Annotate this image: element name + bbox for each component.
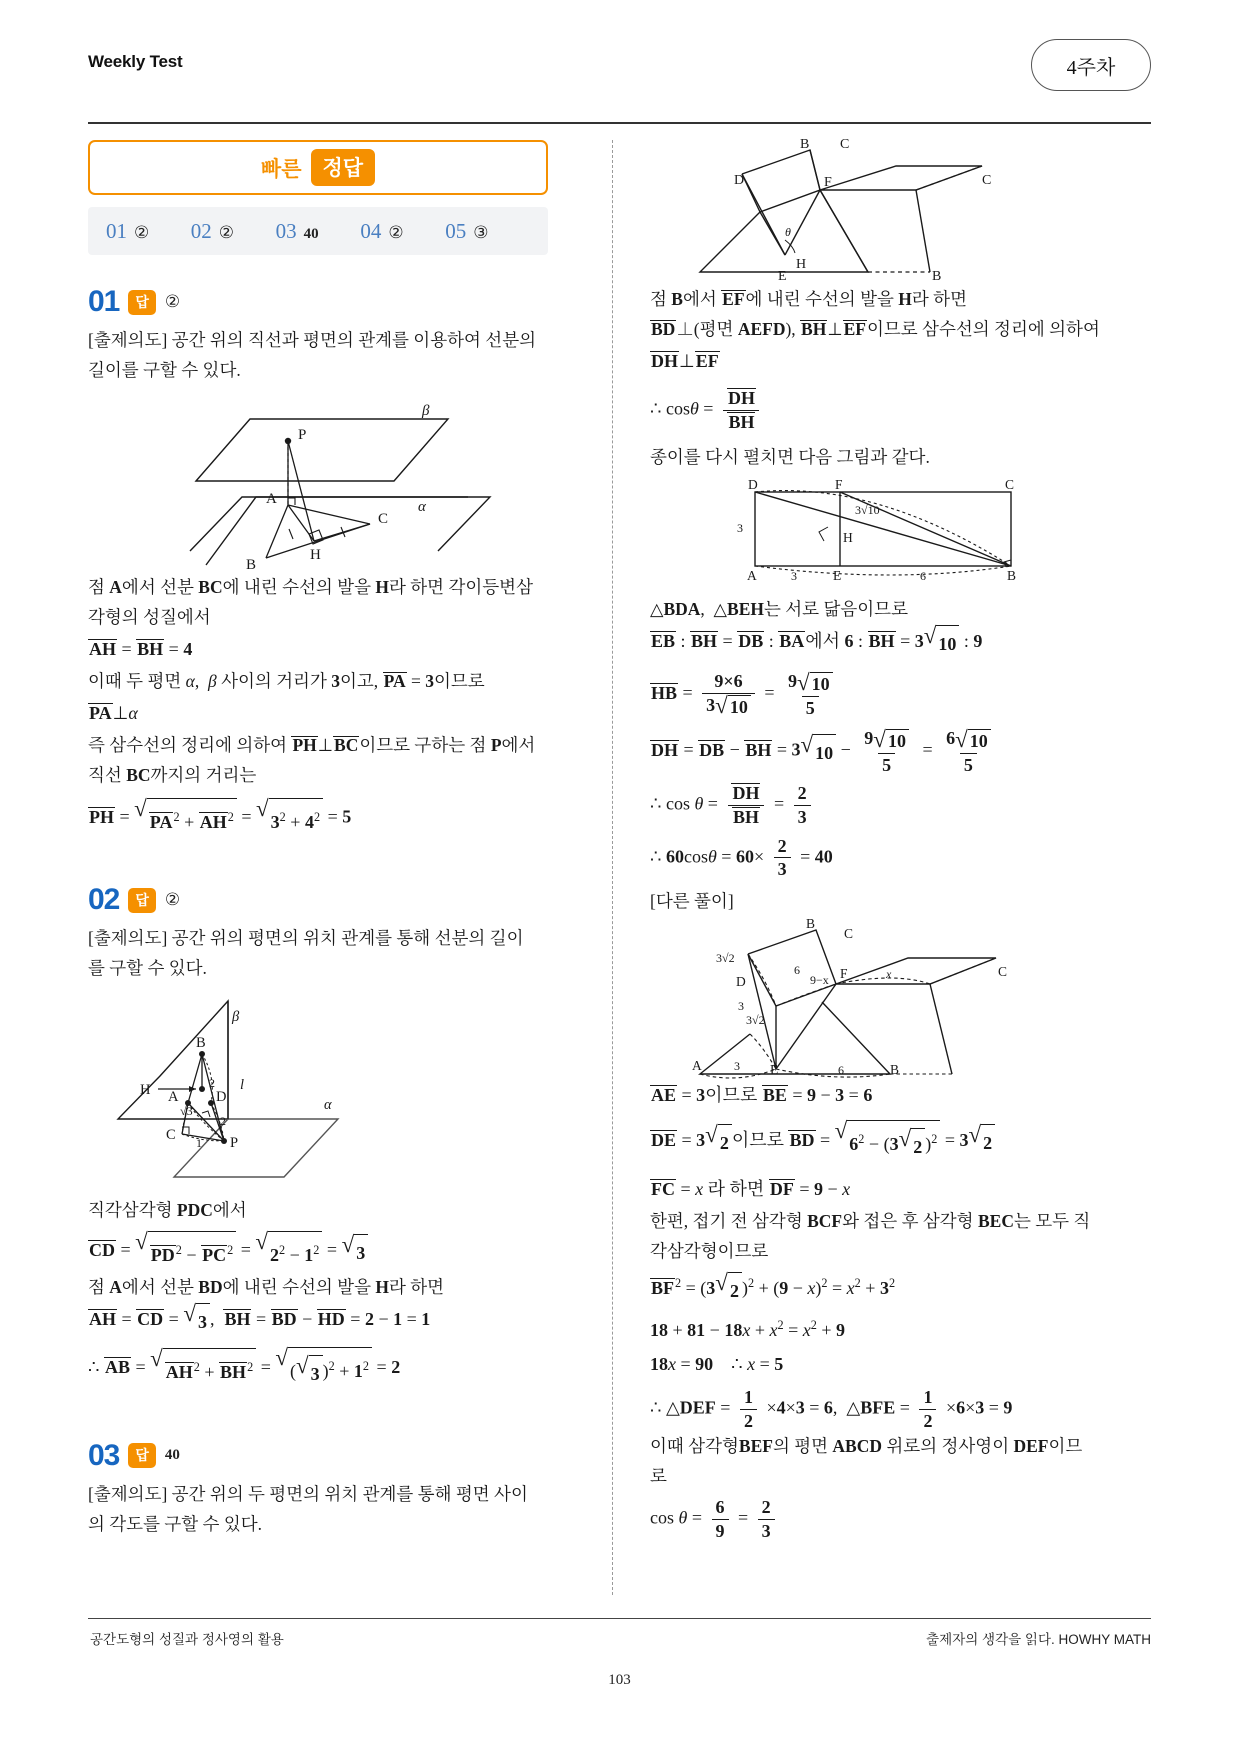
footer-left-text: 공간도형의 성질과 정사영의 활용 [90,1632,284,1647]
figure-label-B2: B [890,1062,900,1078]
figure-label-C: C [166,1127,176,1143]
quick-answer-item [276,219,361,244]
footer-divider [88,1618,1151,1619]
figure-folded-paper-top [690,137,1070,284]
figure-label-len-2b: 2 [220,1114,226,1128]
problem-02-text-1: 직각삼각형 PDC에서 [88,1200,247,1220]
figure-label-P: P [298,427,307,443]
figure-label-H: H [310,547,321,563]
right-eq-fc: FC = x 라 하면 DF = 9 − x [651,1179,851,1200]
right-text-5: 종이를 다시 펼치면 다음 그림과 같다. [650,447,930,468]
quick-answer-number: 04 [360,218,382,243]
problem-02-eq-1: CD = √ $PD^2 - PC^2$ = √ $2^2 - 1^2$ = √ 3 [88,1231,548,1272]
figure-label-A: A [168,1089,179,1105]
problem-01-intent-line2: 길이를 구할 수 있다. [88,360,241,380]
footer-right-text: 출제자의 생각을 읽다. HOWHY MATH [926,1632,1151,1647]
problem-01-text-2: 각형의 성질에서 [88,607,211,627]
right-eq-areas: ∴ △DEF = $\frac{1}{2}$ ×4×3 = 6, △BFE = $\frac{1}{2}$ ×6×3 = 9 [650,1386,1013,1431]
figure-label-len-x: x [886,967,892,982]
problem-02-heading [88,883,548,917]
right-eq-cos-theta: ∴ cosθ = $\frac{DH}{BH}$ [650,388,1110,432]
figure-label-C: C [378,511,389,527]
page-header [88,44,1151,114]
answer-badge: 답 [128,888,156,913]
figure-alt-solution [690,916,1070,1078]
problem-01 [88,285,548,839]
problem-01-eq-3: PH = √ $PA^2 + AH^2$ = √ $3^2 + 4^2$ = 5 [88,798,548,839]
figure-label-D: D [734,173,745,188]
figure-label-len-3sqrt10: 3√10 [855,503,880,518]
problem-02-answer: ② [164,890,181,909]
right-eq-ratio: EB : BH = DB : BA에서 6 : BH = 3 √ 10 : 9 [650,624,1110,661]
figure-label-C2: C [998,964,1008,980]
problem-02-eq-2: AH = CD = √ 3 , BH = BD − HD = 2 − 1 = 1 [88,1302,548,1339]
problem-02-eq-3: ∴ AB = √ $AH^2 + BH^2$ = √ ( √ 3 )$^2 + 1^2$ = 2 [88,1347,548,1391]
quick-answer-fast-label: 빠른 [260,157,302,181]
figure-label-F: F [835,477,843,493]
figure-label-B: B [806,916,816,932]
figure-label-len-3sqrt2-b: 3√2 [746,1013,765,1028]
problem-01-text-4: 즉 삼수선의 정리에 의하여 PH⊥BC이므로 구하는 점 P에서 [88,735,536,755]
figure-label-D: D [216,1089,227,1105]
figure-problem-02 [88,991,418,1191]
figure-label-len-sqrt3: √3 [180,1104,193,1118]
figure-label-len-3b: 3 [791,569,797,584]
figure-label-H: H [843,530,853,546]
figure-label-alpha: α [418,499,426,515]
problem-02-number: 02 [88,883,120,916]
quick-answer-number: 05 [445,218,467,243]
frac-denominator: BH [728,411,755,432]
figure-label-C: C [1005,477,1015,493]
right-eq-cos-final: cos θ = $\frac{6}{9}$ = $\frac{2}{3}$ [650,1497,1110,1541]
quick-answer-value: ③ [473,222,489,242]
right-eq-solve-x: 18x = 90 ∴ x = 5 [650,1353,784,1374]
right-text-1: 점 B에서 EF에 내린 수선의 발을 H라 하면 [650,289,967,309]
problem-02-text-2: 점 A에서 선분 BD에 내린 수선의 발을 H라 하면 [88,1277,445,1297]
right-eq-cos-value: ∴ cos θ = $\frac{DH}{BH}$ = $\frac{2}{3}$ [650,783,1110,827]
quick-answer-value: ② [218,222,235,242]
week-badge-label: 4주차 [1066,56,1116,79]
problem-03-heading [88,1439,548,1473]
right-eq-60cos: ∴ 60cosθ = 60× $\frac{2}{3}$ = 40 [650,835,833,880]
figure-label-A: A [747,568,757,584]
figure-label-l: l [240,1077,245,1093]
figure-label-C2: C [982,173,992,188]
right-text-6: △BDA, △BEH는 서로 닮음이므로 [650,599,908,620]
page-number: 103 [608,1672,631,1688]
problem-03-number: 03 [88,1438,120,1472]
figure-label-F: F [840,966,848,982]
figure-label-E: E [778,269,787,284]
right-eq-hb: HB = 9×6 3 √ 10 = 9 √ 10 5 [650,671,1110,718]
figure-label-A: A [692,1058,702,1074]
figure-label-len-3a: 3 [737,521,743,536]
figure-label-B: B [1007,568,1017,584]
problem-03-answer: 40 [164,1447,180,1464]
figure-label-A: A [266,491,277,507]
quick-answer-item [191,219,276,244]
header-title: Weekly Test [88,52,183,71]
problem-01-eq-1: AH = BH = 4 [89,639,193,659]
answer-badge: 답 [128,290,156,315]
figure-label-len-1: 1 [196,1136,202,1150]
quick-answer-number: 02 [190,218,212,243]
left-column [88,140,548,1539]
quick-answer-item [445,219,530,244]
header-divider [88,122,1151,124]
figure-unfolded-rectangle [715,477,1045,590]
right-eq-dh-ef: DH⊥EF [651,351,719,371]
right-text-22: 이때 삼각형BEF의 평면 ABCD 위로의 정사영이 DEF이므 [650,1436,1083,1457]
quick-answer-list [88,207,548,255]
figure-label-len-3a: 3 [738,999,744,1014]
problem-01-heading [88,285,548,319]
figure-label-P: P [230,1135,239,1151]
quick-answer-value: ② [134,222,150,242]
right-eq-ae: AE = 3이므로 BE = 9 − 3 = 6 [651,1085,873,1106]
problem-01-intent-line1: [출제의도] 공간 위의 직선과 평면의 관계를 이용하여 선분의 [88,330,536,350]
column-divider [612,140,613,1595]
figure-label-B2: B [932,269,942,284]
figure-label-C: C [844,926,854,942]
figure-label-B: B [800,137,810,152]
right-eq-bf2: $BF^2 = (3$ √ 2 )$^2 + (9 - x)^2 = x^2 + 3^2$ [650,1266,1110,1308]
figure-label-theta: θ [785,225,791,239]
figure-label-C: C [840,137,850,152]
quick-answer-value: ② [388,222,404,242]
figure-label-len-3sqrt2-a: 3√2 [716,951,735,966]
right-eq-dh: DH = DB − BH = 3 √ 10 − 9 √ 10 5 = 6 √ 10 5 [650,728,1110,775]
quick-answer-item [106,219,191,244]
right-eq-de: DE = 3 √ 2 이므로 BD = √ $6^2 - (3$ √ 2 )$^2$ = 3 √ 2 [650,1120,1110,1164]
problem-01-text-5: 직선 BC까지의 거리는 [88,765,257,785]
figure-label-len-3b: 3 [734,1059,740,1074]
figure-label-H: H [796,257,807,272]
quick-answer-value: 40 [303,225,319,242]
right-text-17: 각삼각형이므로 [650,1241,769,1262]
right-eq-expand: $18 + 81 - 18x + x^2 = x^2 + 9$ [650,1317,846,1340]
problem-01-answer: ② [164,292,181,311]
figure-label-F: F [824,175,832,190]
figure-label-E: E [770,1062,779,1078]
right-text-23: 로 [650,1466,667,1487]
figure-label-len-2a: 2 [209,1076,215,1090]
problem-02 [88,883,548,1391]
quick-answer-item [360,219,445,244]
problem-01-text-3: 이때 두 평면 α, β 사이의 거리가 3이고, PA = 3이므로 [88,671,485,691]
figure-label-len-6: 6 [920,569,926,584]
figure-label-B: B [246,557,257,573]
figure-label-len-6b: 6 [838,1063,844,1078]
quick-answer-badge: 정답 [311,149,376,186]
problem-02-intent-line2: 를 구할 수 있다. [88,958,207,978]
quick-answer-number: 01 [106,218,127,243]
figure-label-alpha: α [324,1097,332,1113]
problem-03-intent-line2: 의 각도를 구할 수 있다. [88,1513,263,1534]
problem-01-number: 01 [88,285,120,318]
figure-label-H: H [140,1082,151,1098]
problem-02-intent-line1: [출제의도] 공간 위의 평면의 위치 관계를 통해 선분의 길이 [88,928,524,948]
frac-numerator: DH [727,388,755,408]
figure-label-len-9x: 9−x [810,973,829,988]
right-text-16: 한편, 접기 전 삼각형 BCF와 접은 후 삼각형 BEC는 모두 직 [650,1211,1091,1232]
figure-label-D: D [736,974,746,990]
quick-answer-box [88,140,548,195]
figure-problem-01 [138,393,498,573]
right-column [650,137,1110,1542]
figure-label-E: E [833,568,842,584]
figure-label-beta: β [422,403,430,419]
problem-01-text-1: 점 A에서 선분 BC에 내린 수선의 발을 H라 하면 각이등변삼 [88,577,533,597]
figure-label-beta: β [232,1009,240,1025]
problem-01-eq-2: PA⊥α [89,703,138,723]
figure-label-B: B [196,1035,206,1051]
figure-label-D: D [748,477,758,493]
problem-03-intent-line1: [출제의도] 공간 위의 두 평면의 위치 관계를 통해 평면 사이 [88,1483,528,1504]
week-badge [1031,39,1151,91]
answer-badge: 답 [128,1443,156,1468]
problem-03 [88,1439,548,1539]
figure-label-len-6a: 6 [794,963,800,978]
quick-answer-number: 03 [275,218,297,243]
right-alt-solution-label: [다른 풀이] [650,891,734,912]
right-text-2: BD⊥(평면 AEFD), BH⊥EF이므로 삼수선의 정리에 의하여 [651,319,1100,339]
